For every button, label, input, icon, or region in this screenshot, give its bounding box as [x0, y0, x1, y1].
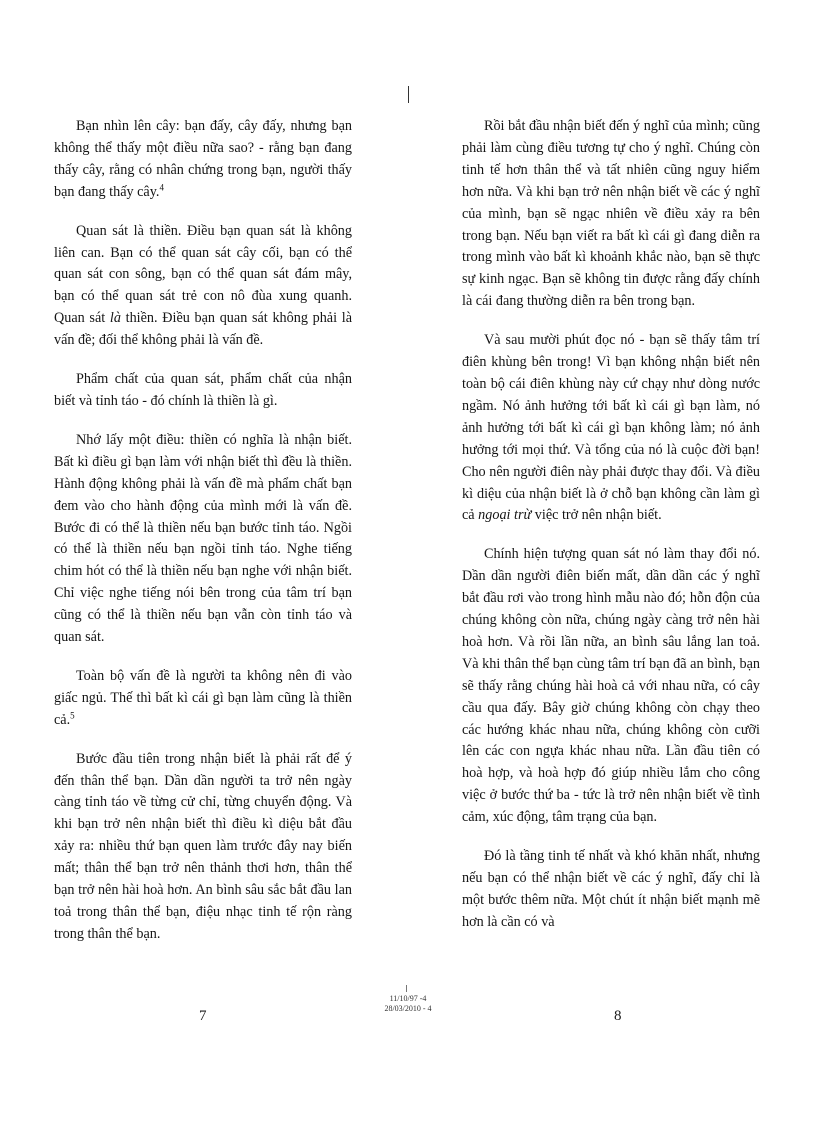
right-paragraph-3 [462, 544, 760, 829]
paragraph-text: Rồi bắt đầu nhận biết đến ý nghĩ của mình; cũng phải làm cùng điều tương tự cho ý nghĩ. Chúng còn tinh tế hơn thân thể và tất nhiên cũng nguy hiểm hơn nữa. Và khi bạn trở nên nhận biết về các ý nghĩ của mình, bạn sẽ ngạc nhiên về điều xảy ra bên trong bạn. Nếu bạn viết ra bất kì cái gì đang diễn ra trong mình vào bất kì khoảnh khắc nào, bạn sẽ thực sự kinh ngạc. Bạn sẽ không tin được rằng đấy chính là cái đang thường diễn ra bên trong bạn. [462, 118, 760, 310]
left-page-number: 7 [199, 1008, 207, 1024]
left-paragraph-3 [54, 369, 352, 413]
paragraph-text: Nhớ lấy một điều: thiền có nghĩa là nhận biết. Bất kì điều gì bạn làm với nhận biết thì đều là thiền. Hành động không phải là vấn đề mà phẩm chất bạn đem vào cho hành động của mình mới là vấn đề. Bước đi có thể là thiền nếu bạn bước tỉnh táo. Ngồi có thể là thiền nếu bạn ngồi tỉnh táo. Nghe tiếng chim hót có thể là thiền nếu bạn nghe với nhận biết. Chỉ việc nghe tiếng nói bên trong của tâm trí bạn cũng có thể là thiền nếu bạn vẫn còn tỉnh táo và quan sát. [54, 431, 352, 646]
left-paragraph-1 [54, 116, 352, 204]
emphasis-text: là [109, 310, 121, 327]
paragraph-text: việc trở nên nhận biết. [531, 507, 662, 524]
paragraph-text: Phẩm chất của quan sát, phẩm chất của nhận biết và tỉnh táo - đó chính là thiền là gì. [54, 371, 352, 409]
right-paragraph-2 [462, 330, 760, 527]
right-page-text [462, 116, 760, 951]
print-stamp-line-2: 28/03/2010 - 4 [384, 1004, 432, 1013]
footnote-marker: 5 [70, 710, 75, 721]
right-paragraph-1 [462, 116, 760, 313]
paragraph-text: Và sau mười phút đọc nó - bạn sẽ thấy tâm trí điên khùng bên trong! Vì bạn không nhận biết nên toàn bộ cái điên khùng này cứ chạy như dòng nước ngầm. Nó ảnh hưởng tới bất kì cái gì bạn làm, nó ảnh hưởng tới bất kì cái gì bạn không làm; nó ảnh hưởng tới mọi thứ. Và tổng của nó là cuộc đời bạn! Cho nên người điên này phải được thay đổi. Và điều kì diệu của nhận biết là ở chỗ bạn không cần làm gì cả [462, 332, 760, 524]
paragraph-text: Toàn bộ vấn đề là người ta không nên đi vào giấc ngủ. Thế thì bất kì cái gì bạn làm cũng là thiền cả. [54, 667, 352, 728]
left-paragraph-2 [54, 221, 352, 352]
paragraph-text: Bạn nhìn lên cây: bạn đấy, cây đấy, nhưng bạn không thể thấy một điều nữa sao? - rằng bạn đang thấy cây, rằng có nhân chứng trong bạn, người thấy bạn đang thấy cây. [54, 118, 352, 200]
left-paragraph-6 [54, 749, 352, 946]
gutter-mark-bottom [406, 985, 407, 992]
right-paragraph-4 [462, 846, 760, 934]
left-paragraph-4 [54, 430, 352, 649]
print-date-stamp [360, 994, 456, 1014]
footnote-marker: 4 [159, 181, 164, 192]
print-stamp-line-1: 11/10/97 -4 [389, 994, 427, 1003]
left-paragraph-5 [54, 666, 352, 732]
paragraph-text: thiền. Điều bạn quan sát không phải là vấn đề; đối thể không phải là vấn đề. [54, 310, 352, 349]
left-page-text [54, 116, 352, 963]
paragraph-text: Quan sát là thiền. Điều bạn quan sát là không liên can. Bạn có thể quan sát cây cối, bạn có thể quan sát con sông, bạn có thể quan sát đám mây, bạn có thể quan sát trẻ con nô đùa xung quanh. Quan sát [54, 222, 352, 327]
paragraph-text: Bước đầu tiên trong nhận biết là phải rất để ý đến thân thể bạn. Dần dần người ta trở nên ngày càng tỉnh táo về từng cử chỉ, từng chuyển động. Và khi bạn trở nên nhận biết thì điều kì diệu bắt đầu xảy ra: nhiều thứ bạn quen làm trước đây nay biến mất; thân thể bạn trở nên thảnh thơi hơn, thân thể bạn trở nên hài hoà hơn. An bình sâu sắc bắt đầu lan toả trong thân thể bạn, điệu nhạc tinh tế rộn ràng trong thân thể bạn. [54, 750, 352, 942]
paragraph-text: Chính hiện tượng quan sát nó làm thay đổi nó. Dần dần người điên biến mất, dần dần các ý nghĩ bắt đầu rơi vào trong hình mẫu nào đó; hỗn độn của chúng không còn nữa, chúng ngày càng trở nên hài hoà hơn. Và rồi lần nữa, an bình sâu lắng lan toả. Và khi thân thể bạn cùng tâm trí bạn đã an bình, bạn sẽ thấy rằng chúng hài hoà cả với nhau nữa, có cây cầu qua đấy. Bây giờ chúng không còn chạy theo các hướng khác nhau nữa, chúng không còn cưỡi lên các con ngựa khác nhau nữa. Lần đầu tiên có hoà hợp, và hoà hợp đó giúp nhiều lắm cho công việc ở bước thứ ba - tức là trở nên nhận biết về tình cảm, xúc động, tâm trạng của bạn. [462, 546, 760, 826]
gutter-mark-top [408, 86, 409, 103]
right-page-number: 8 [614, 1008, 622, 1024]
paragraph-text: Đó là tầng tinh tế nhất và khó khăn nhất, nhưng nếu bạn có thể nhận biết về các ý nghĩ, đấy chỉ là một bước thêm nữa. Một chút ít nhận biết mạnh mẽ hơn là cần có và [462, 848, 760, 930]
emphasis-text: ngoại trừ [478, 507, 532, 524]
